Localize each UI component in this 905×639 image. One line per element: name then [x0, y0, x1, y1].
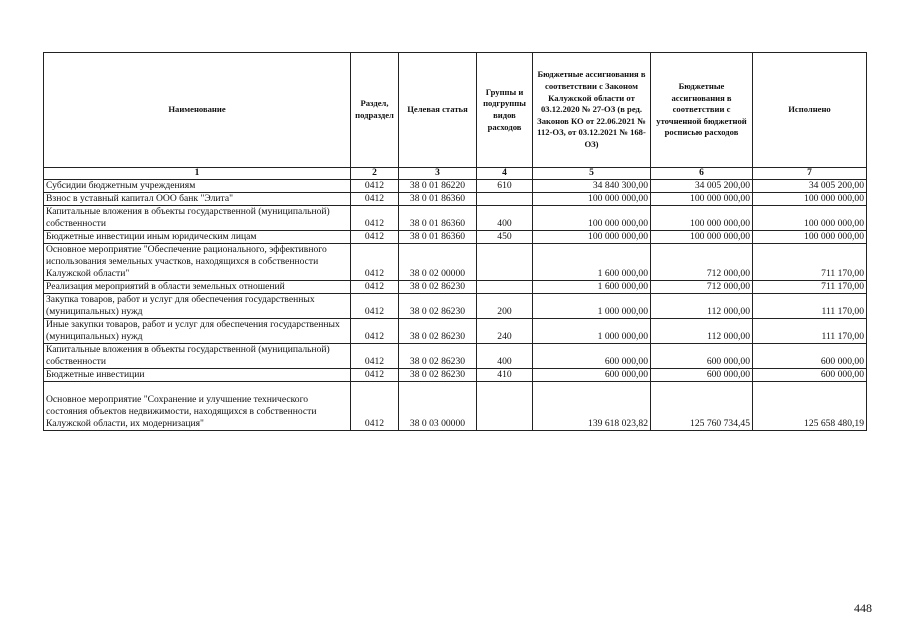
cell-name: Иные закупки товаров, работ и услуг для обеспечения государственных (муниципальных) нужд	[44, 319, 351, 344]
cell-target: 38 0 01 86360	[399, 193, 477, 206]
cell-target: 38 0 02 86230	[399, 294, 477, 319]
cell-executed: 100 000 000,00	[753, 231, 867, 244]
cell-name: Бюджетные инвестиции	[44, 369, 351, 382]
cell-target: 38 0 02 86230	[399, 344, 477, 369]
table-row	[44, 294, 867, 319]
cell-section: 0412	[351, 319, 399, 344]
cell-name: Основное мероприятие "Сохранение и улучшение технического состояния объектов недвижимости, находящихся в собственности Калужской области, их модернизация"	[44, 382, 351, 431]
header-groups: Группы и подгруппы видов расходов	[477, 53, 533, 168]
table-row	[44, 231, 867, 244]
table-row	[44, 382, 867, 431]
cell-budget-refined: 600 000,00	[651, 369, 753, 382]
cell-executed: 600 000,00	[753, 369, 867, 382]
header-name: Наименование	[44, 53, 351, 168]
table-row	[44, 369, 867, 382]
table-row	[44, 319, 867, 344]
cell-target: 38 0 03 00000	[399, 382, 477, 431]
cell-executed: 111 170,00	[753, 294, 867, 319]
cell-name: Взнос в уставный капитал ООО банк "Элита"	[44, 193, 351, 206]
cell-name: Субсидии бюджетным учреждениям	[44, 180, 351, 193]
cell-group	[477, 281, 533, 294]
cell-name: Бюджетные инвестиции иным юридическим лицам	[44, 231, 351, 244]
cell-budget-refined: 100 000 000,00	[651, 193, 753, 206]
cell-group: 610	[477, 180, 533, 193]
cell-section: 0412	[351, 180, 399, 193]
column-number: 6	[651, 168, 753, 180]
table-row	[44, 180, 867, 193]
column-number: 7	[753, 168, 867, 180]
cell-budget-refined: 712 000,00	[651, 281, 753, 294]
header-budget-refined: Бюджетные ассигнования в соответствии с уточненной бюджетной росписью расходов	[651, 53, 753, 168]
cell-budget-law: 1 000 000,00	[533, 294, 651, 319]
cell-budget-refined: 125 760 734,45	[651, 382, 753, 431]
cell-budget-law: 34 840 300,00	[533, 180, 651, 193]
cell-target: 38 0 02 00000	[399, 244, 477, 281]
table-row	[44, 193, 867, 206]
cell-section: 0412	[351, 294, 399, 319]
cell-target: 38 0 02 86230	[399, 369, 477, 382]
column-number: 3	[399, 168, 477, 180]
cell-budget-law: 100 000 000,00	[533, 231, 651, 244]
cell-budget-law: 600 000,00	[533, 369, 651, 382]
cell-budget-law: 1 000 000,00	[533, 319, 651, 344]
cell-name: Капитальные вложения в объекты государственной (муниципальной) собственности	[44, 206, 351, 231]
table-header-row	[44, 53, 867, 168]
cell-executed: 34 005 200,00	[753, 180, 867, 193]
page-number: 448	[854, 601, 872, 615]
cell-name: Закупка товаров, работ и услуг для обеспечения государственных (муниципальных) нужд	[44, 294, 351, 319]
cell-budget-refined: 112 000,00	[651, 319, 753, 344]
cell-budget-refined: 712 000,00	[651, 244, 753, 281]
cell-group: 410	[477, 369, 533, 382]
cell-executed: 600 000,00	[753, 344, 867, 369]
cell-group: 240	[477, 319, 533, 344]
cell-group: 400	[477, 206, 533, 231]
column-number: 1	[44, 168, 351, 180]
cell-budget-law: 1 600 000,00	[533, 244, 651, 281]
table-row	[44, 281, 867, 294]
cell-executed: 125 658 480,19	[753, 382, 867, 431]
cell-target: 38 0 01 86360	[399, 231, 477, 244]
cell-section: 0412	[351, 206, 399, 231]
cell-section: 0412	[351, 281, 399, 294]
cell-target: 38 0 01 86360	[399, 206, 477, 231]
header-section: Раздел, подраздел	[351, 53, 399, 168]
cell-executed: 711 170,00	[753, 281, 867, 294]
cell-budget-refined: 600 000,00	[651, 344, 753, 369]
cell-target: 38 0 01 86220	[399, 180, 477, 193]
column-number: 4	[477, 168, 533, 180]
cell-budget-refined: 100 000 000,00	[651, 206, 753, 231]
cell-budget-refined: 112 000,00	[651, 294, 753, 319]
cell-name: Реализация мероприятий в области земельных отношений	[44, 281, 351, 294]
table-row	[44, 244, 867, 281]
column-number: 5	[533, 168, 651, 180]
table-row	[44, 206, 867, 231]
cell-budget-refined: 34 005 200,00	[651, 180, 753, 193]
cell-name: Капитальные вложения в объекты государственной (муниципальной) собственности	[44, 344, 351, 369]
cell-target: 38 0 02 86230	[399, 281, 477, 294]
cell-section: 0412	[351, 231, 399, 244]
cell-executed: 711 170,00	[753, 244, 867, 281]
cell-section: 0412	[351, 344, 399, 369]
cell-target: 38 0 02 86230	[399, 319, 477, 344]
budget-table	[43, 52, 867, 431]
cell-budget-law: 1 600 000,00	[533, 281, 651, 294]
cell-group: 400	[477, 344, 533, 369]
table-row	[44, 344, 867, 369]
column-number: 2	[351, 168, 399, 180]
cell-budget-law: 600 000,00	[533, 344, 651, 369]
cell-group	[477, 244, 533, 281]
cell-section: 0412	[351, 193, 399, 206]
header-target: Целевая статья	[399, 53, 477, 168]
cell-executed: 111 170,00	[753, 319, 867, 344]
header-executed: Исполнено	[753, 53, 867, 168]
cell-group: 200	[477, 294, 533, 319]
cell-budget-law: 139 618 023,82	[533, 382, 651, 431]
cell-name: Основное мероприятие "Обеспечение рационального, эффективного использования земельных участков, находящихся в собственности Калужской области"	[44, 244, 351, 281]
cell-group	[477, 193, 533, 206]
cell-section: 0412	[351, 382, 399, 431]
column-numbers-row	[44, 168, 867, 180]
cell-budget-law: 100 000 000,00	[533, 206, 651, 231]
cell-executed: 100 000 000,00	[753, 206, 867, 231]
cell-group	[477, 382, 533, 431]
cell-group: 450	[477, 231, 533, 244]
cell-budget-refined: 100 000 000,00	[651, 231, 753, 244]
cell-executed: 100 000 000,00	[753, 193, 867, 206]
header-budget-law: Бюджетные ассигнования в соответствии с Законом Калужской области от 03.12.2020 № 27-ОЗ (в ред. Законов КО от 22.06.2021 № 112-ОЗ, от 03.12.2021 № 168-ОЗ)	[533, 53, 651, 168]
cell-section: 0412	[351, 369, 399, 382]
cell-section: 0412	[351, 244, 399, 281]
cell-budget-law: 100 000 000,00	[533, 193, 651, 206]
